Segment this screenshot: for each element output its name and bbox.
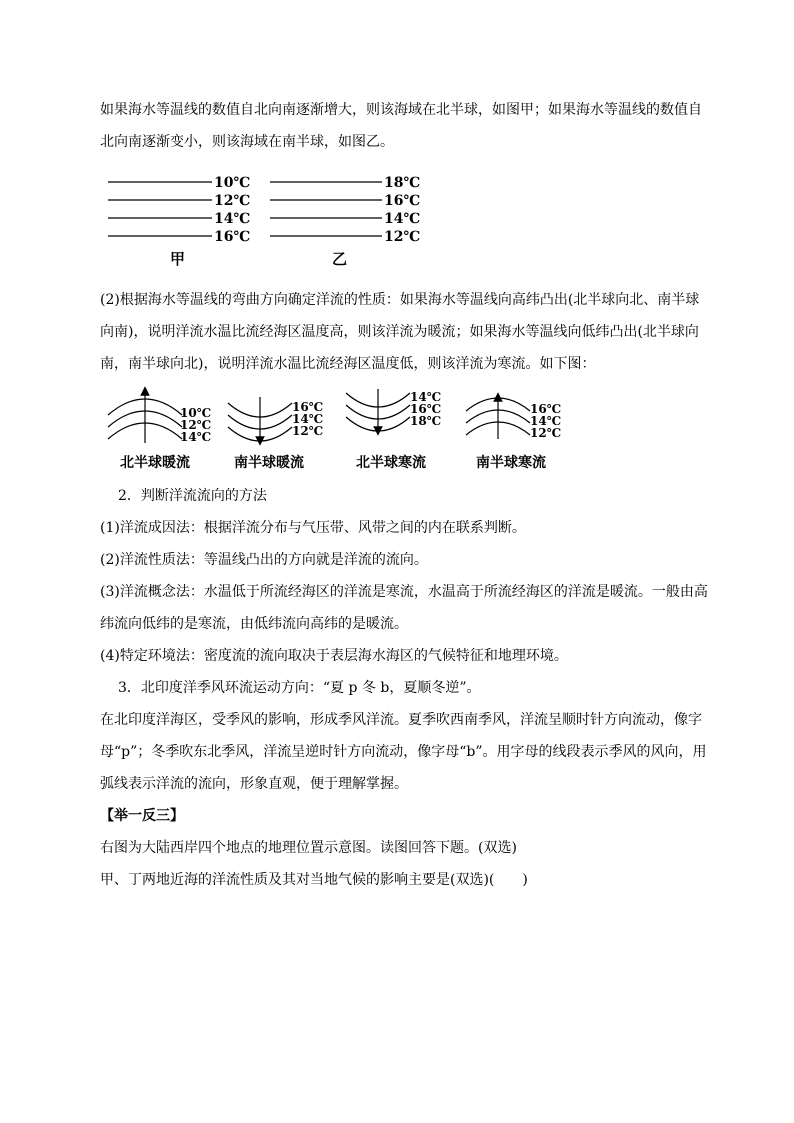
yi-temp-4: 12℃ — [384, 229, 421, 245]
heading-monsoon-3: 3．北印度洋季风环流运动方向：“夏 p 冬 b，夏顺冬逆”。 — [118, 680, 481, 696]
method-environment: (4)特定环境法：密度流的流向取决于表层海水海区的气候特征和地理环境。 — [100, 648, 568, 664]
heading-method-2: 2．判断洋流流向的方法 — [118, 488, 267, 504]
sh-warm-temp-1: 16℃ — [292, 400, 324, 414]
nh-warm-label: 北半球暖流 — [120, 455, 190, 471]
paragraph-monsoon-current: 在北印度洋海区，受季风的影响，形成季风洋流。夏季吹西南季风，洋流呈顺时针方向流动，像字母“p”；冬季吹东北季风，洋流呈逆时针方向流动，像字母“b”。用字母的线段表示季风的风向，用弧线表示洋流的流向，形象直观，便于理解掌握。 — [100, 712, 707, 792]
sh-cold-label: 南半球寒流 — [476, 455, 546, 471]
jia-temp-3: 14℃ — [214, 211, 251, 227]
example-title — [100, 800, 710, 832]
example-question: 甲、丁两地近海的洋流性质及其对当地气候的影响主要是(双选)( ) — [100, 872, 528, 888]
yi-temp-3: 14℃ — [384, 211, 421, 227]
nh-cold-label: 北半球寒流 — [356, 455, 426, 471]
panel-nh-cold — [346, 389, 441, 471]
example-title-text: 【举一反三】 — [100, 808, 184, 824]
nh-warm-temp-1: 10℃ — [180, 406, 212, 420]
diagram-yi — [270, 175, 420, 268]
sh-cold-temp-3: 12℃ — [530, 426, 562, 440]
yi-temp-1: 18℃ — [384, 175, 421, 191]
panel-sh-cold — [466, 397, 561, 471]
jia-label: 甲 — [170, 250, 186, 268]
method-nature: (2)洋流性质法：等温线凸出的方向就是洋流的流向。 — [100, 552, 428, 568]
paragraph-current-nature: (2)根据海水等温线的弯曲方向确定洋流的性质：如果海水等温线向高纬凸出(北半球向北、南半球向南)，说明洋流水温比流经海区温度高，则该洋流为暖流；如果海水等温线向低纬凸出(北半球向南，南半球向北)，说明洋流水温比流经海区温度低，则该洋流为寒流。如下图： — [100, 292, 700, 372]
method-concept: (3)洋流概念法：水温低于所流经海区的洋流是寒流，水温高于所流经海区的洋流是暖流。一般由高纬流向低纬的是寒流，由低纬流向高纬的是暖流。 — [100, 584, 708, 632]
sh-warm-temp-2: 14℃ — [292, 412, 324, 426]
yi-temp-2: 16℃ — [384, 193, 421, 209]
ocean-current-isotherm-diagram — [100, 385, 580, 475]
sh-warm-temp-3: 12℃ — [292, 424, 324, 438]
sh-cold-temp-1: 16℃ — [530, 402, 562, 416]
yi-label: 乙 — [332, 250, 348, 268]
isotherm-hemisphere-diagram — [100, 170, 440, 270]
panel-sh-warm — [228, 397, 323, 471]
sh-cold-temp-2: 14℃ — [530, 414, 562, 428]
nh-cold-temp-1: 14℃ — [410, 390, 442, 404]
nh-warm-temp-2: 12℃ — [180, 418, 212, 432]
paragraph-isotherm-hemisphere: 如果海水等温线的数值自北向南逐渐增大，则该海域在北半球，如图甲；如果海水等温线的数值自北向南逐渐变小，则该海域在南半球，如图乙。 — [100, 102, 702, 150]
sh-warm-label: 南半球暖流 — [234, 455, 304, 471]
diagram-jia — [108, 175, 250, 268]
jia-temp-2: 12℃ — [214, 193, 251, 209]
method-cause: (1)洋流成因法：根据洋流分布与气压带、风带之间的内在联系判断。 — [100, 520, 526, 536]
jia-temp-1: 10℃ — [214, 175, 251, 191]
nh-warm-temp-3: 14℃ — [180, 430, 212, 444]
panel-nh-warm — [108, 391, 211, 471]
example-intro: 右图为大陆西岸四个地点的地理位置示意图。读图回答下题。(双选) — [100, 840, 517, 856]
nh-cold-temp-3: 18℃ — [410, 414, 442, 428]
nh-cold-temp-2: 16℃ — [410, 402, 442, 416]
jia-temp-4: 16℃ — [214, 229, 251, 245]
